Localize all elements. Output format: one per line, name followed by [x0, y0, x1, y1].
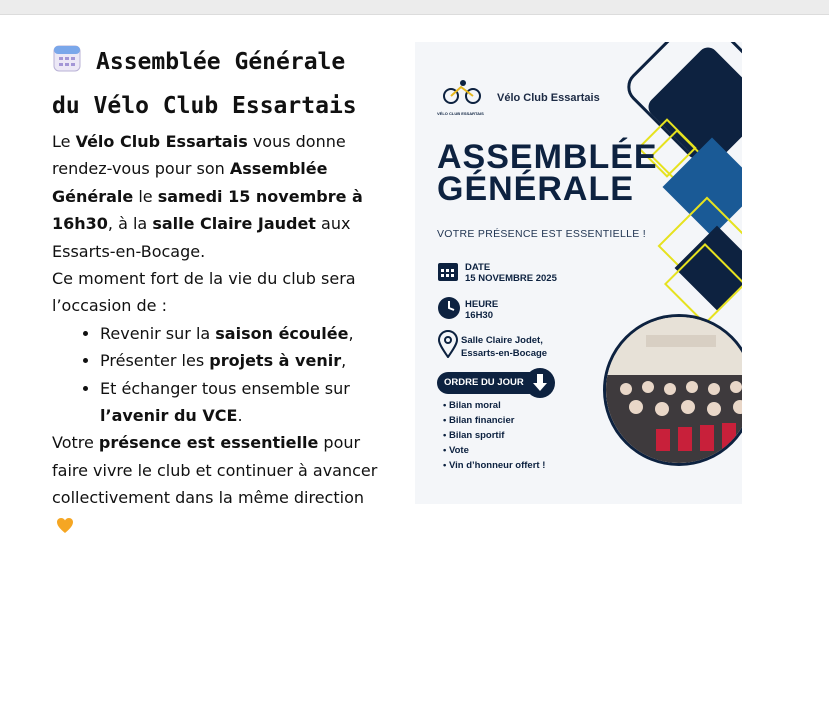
agenda-item: • Bilan moral [443, 398, 545, 413]
agenda-item: • Bilan sportif [443, 428, 545, 443]
closing-paragraph [52, 429, 382, 539]
event-name: Assemblée Générale [52, 159, 328, 206]
text-bold: présence est essentielle [98, 433, 319, 453]
club-name: Vélo Club Essartais [75, 132, 248, 151]
poster-agenda-list [443, 398, 545, 473]
post-title-text: Assemblée Générale du Vélo Club Essartais [52, 49, 357, 119]
text: Le [52, 132, 76, 151]
text: , [348, 323, 354, 343]
list-item [100, 375, 382, 430]
agenda-item: • Vote [443, 443, 545, 458]
text: vous donne rendez-vous pour son [52, 132, 346, 179]
text-bold: l’avenir du VCE [100, 406, 238, 426]
poster-date [465, 262, 557, 284]
arrow-down-icon [525, 368, 555, 398]
agenda-intro: Ce moment fort de la vie du club sera l’occasion de : [52, 269, 356, 316]
poster-agenda-title: ORDRE DU JOUR [437, 372, 553, 394]
agenda-item: • Bilan financier [443, 413, 545, 428]
text: . [237, 406, 243, 426]
poster-presence: VOTRE PRÉSENCE EST ESSENTIELLE ! [437, 228, 646, 240]
agenda-list [52, 320, 382, 430]
poster-time [465, 299, 498, 321]
list-item [100, 320, 382, 347]
intro-paragraph [52, 128, 382, 265]
poster-place [461, 334, 547, 360]
place-line-2: Essarts-en-Bocage [461, 348, 548, 359]
time-value: 16H30 [465, 310, 493, 321]
post-body [52, 128, 382, 539]
orange-heart-icon [56, 515, 74, 532]
location-pin-icon [437, 330, 459, 358]
date-label: DATE [465, 262, 491, 273]
meeting-photo [603, 314, 742, 466]
agenda-item: • Vin d’honneur offert ! [443, 458, 545, 473]
post-title [52, 40, 382, 128]
text: , [341, 351, 347, 371]
poster-headline-2: GÉNÉRALE [437, 170, 634, 208]
event-place: salle Claire Jaudet [152, 214, 316, 234]
date-value: 15 NOVEMBRE 2025 [465, 273, 557, 284]
event-poster[interactable] [415, 42, 742, 504]
place-line-1: Salle Claire Jodet, [461, 335, 543, 346]
top-toolbar [0, 0, 829, 15]
poster-club-name: Vélo Club Essartais [497, 92, 600, 104]
calendar-icon [52, 43, 82, 73]
calendar-icon [437, 260, 459, 282]
text: Votre [52, 433, 99, 453]
time-label: HEURE [465, 299, 499, 310]
text-bold: projets à venir [209, 351, 342, 371]
text: Revenir sur la [100, 323, 216, 343]
list-item [100, 347, 382, 374]
text: pour faire vivre le club et continuer à avancer collectivement dans la même direction [52, 433, 378, 508]
club-logo [437, 78, 489, 116]
text: Présenter les [100, 351, 210, 371]
text: Et échanger tous ensemble sur [100, 378, 350, 398]
logo-text: VÉLO CLUB ESSARTAIS [437, 111, 484, 116]
post-content [52, 40, 382, 539]
poster-headline-1: ASSEMBLÉE [437, 138, 658, 176]
text: le [133, 186, 158, 206]
text-bold: saison écoulée [215, 323, 349, 343]
text: aux Essarts-en-Bocage. [52, 214, 351, 261]
text: , à la [107, 214, 153, 234]
event-date: samedi 15 novembre à 16h30 [52, 186, 363, 234]
clock-icon [437, 296, 461, 320]
